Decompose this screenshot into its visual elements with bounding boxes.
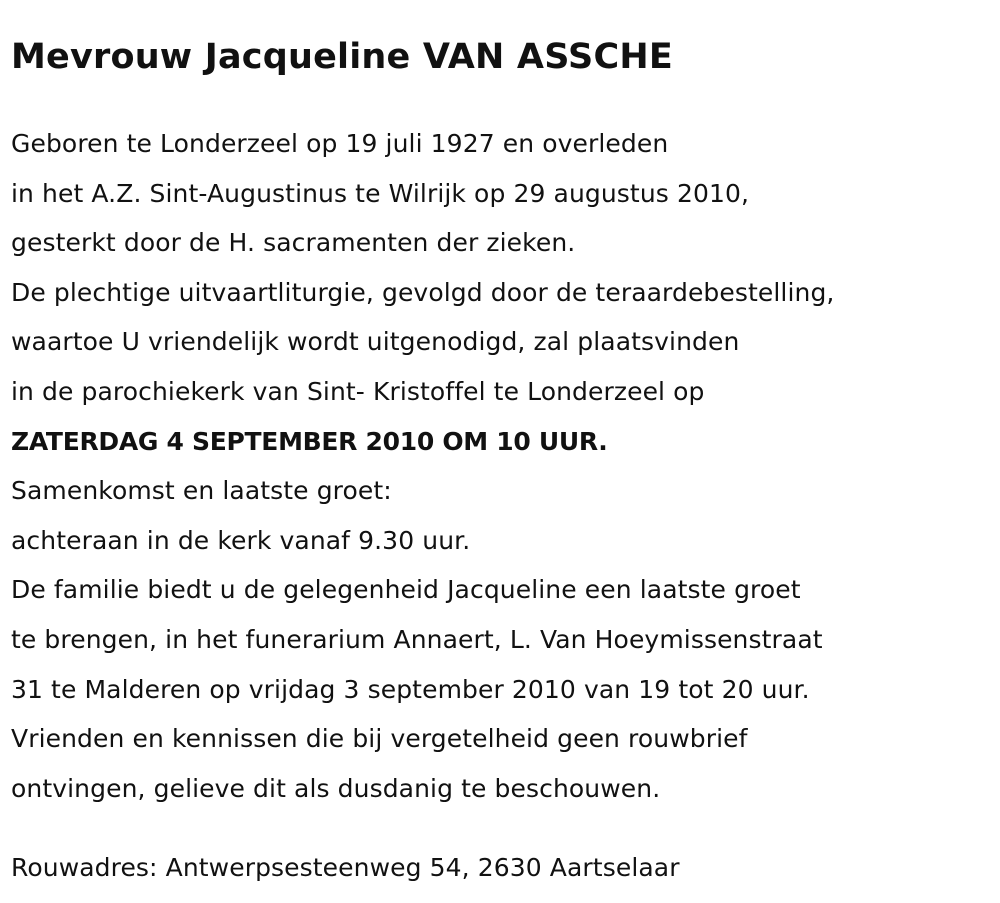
text-line-gathering: Samenkomst en laatste groet:	[11, 476, 392, 506]
text-line-friends: Vrienden en kennissen die bij vergetelheid geen rouwbrief	[11, 724, 748, 754]
text-line-notice: ontvingen, gelieve dit als dusdanig te beschouwen.	[11, 773, 661, 803]
text-line-funerarium: te brengen, in het funerarium Annaert, L. Van Hoeymissenstraat	[11, 624, 823, 654]
text-line-service-date: ZATERDAG 4 SEPTEMBER 2010 OM 10 UUR.	[11, 426, 608, 456]
text-line-liturgy: De plechtige uitvaartliturgie, gevolgd door de teraardebestelling,	[11, 277, 835, 307]
text-line-visitation: 31 te Malderen op vrijdag 3 september 2010 van 19 tot 20 uur.	[11, 674, 810, 704]
text-line-birth: Geboren te Londerzeel op 19 juli 1927 en overleden	[11, 129, 669, 158]
page-title: Mevrouw Jacqueline VAN ASSCHE	[11, 37, 673, 77]
obituary-body	[11, 119, 834, 813]
text-line-family: De familie biedt u de gelegenheid Jacqueline een laatste groet	[11, 575, 801, 605]
text-line-death: in het A.Z. Sint-Augustinus te Wilrijk op 29 augustus 2010,	[11, 178, 750, 208]
text-line-gathering-time: achteraan in de kerk vanaf 9.30 uur.	[11, 525, 471, 555]
text-line-church: in de parochiekerk van Sint- Kristoffel te Londerzeel op	[11, 376, 705, 406]
text-line-sacraments: gesterkt door de H. sacramenten der zieken.	[11, 228, 576, 258]
text-line-invitation: waartoe U vriendelijk wordt uitgenodigd, zal plaatsvinden	[11, 327, 740, 357]
mourning-address: Rouwadres: Antwerpsesteenweg 54, 2630 Aartselaar	[11, 853, 680, 882]
